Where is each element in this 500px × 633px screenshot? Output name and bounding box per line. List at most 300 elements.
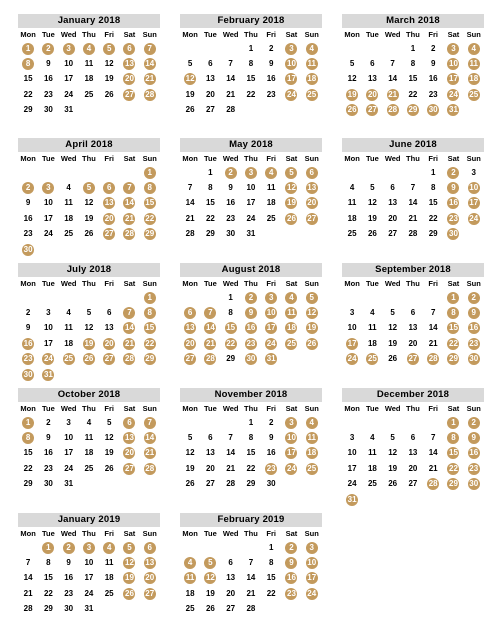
highlighted-day: 3: [63, 43, 75, 55]
day-cell: [261, 540, 281, 555]
day-cell: [423, 321, 443, 336]
highlighted-day: 5: [103, 43, 115, 55]
day-cell: [59, 415, 79, 430]
day-cell: [383, 180, 403, 195]
day-number: 29: [428, 229, 438, 239]
day-number: 5: [187, 59, 193, 69]
day-cell: [119, 196, 139, 211]
highlighted-day: 26: [307, 338, 317, 348]
day-number: 3: [349, 433, 355, 443]
month-grid: [18, 277, 160, 382]
day-cell: [221, 430, 241, 445]
day-cell: [443, 103, 463, 118]
day-number: 1: [410, 43, 416, 53]
weekday-header: Fri: [428, 154, 438, 163]
highlighted-day: 20: [185, 338, 195, 348]
highlighted-day: 14: [145, 59, 155, 69]
day-cell: [281, 586, 301, 601]
day-cell: [423, 211, 443, 226]
month-grid: [180, 28, 322, 118]
day-number: 10: [84, 558, 94, 568]
day-number: 2: [430, 43, 436, 53]
day-cell: [423, 196, 443, 211]
empty-cell: [221, 415, 241, 430]
day-cell: [443, 305, 463, 320]
day-cell: [119, 336, 139, 351]
day-number: 22: [43, 588, 53, 598]
highlighted-day: 3: [285, 417, 297, 429]
day-cell: [362, 305, 382, 320]
weekday-header: Wed: [384, 404, 401, 413]
day-number: 21: [428, 338, 438, 348]
highlighted-day: 30: [23, 244, 33, 254]
day-cell: [18, 180, 38, 195]
day-cell: [261, 336, 281, 351]
day-cell: [342, 461, 362, 476]
weekday-header: Sun: [142, 154, 157, 163]
highlighted-day: 29: [145, 229, 155, 239]
day-cell: [443, 211, 463, 226]
day-cell: [38, 103, 58, 118]
highlighted-day: 12: [307, 308, 317, 318]
highlighted-day: 16: [246, 323, 256, 333]
empty-cell: [180, 415, 200, 430]
day-number: 15: [408, 74, 418, 84]
day-cell: [403, 321, 423, 336]
day-number: 23: [64, 588, 74, 598]
day-cell: [261, 477, 281, 492]
day-cell: [443, 180, 463, 195]
highlighted-day: 18: [287, 323, 296, 333]
day-number: 23: [23, 229, 33, 239]
day-cell: [79, 87, 99, 102]
day-number: 19: [185, 463, 195, 473]
empty-cell: [18, 165, 38, 180]
day-number: 18: [347, 213, 357, 223]
day-cell: [383, 56, 403, 71]
day-cell: [119, 180, 139, 195]
day-cell: [79, 415, 99, 430]
highlighted-day: 5: [204, 557, 216, 569]
day-number: 8: [46, 558, 51, 568]
highlighted-day: 2: [447, 167, 459, 179]
day-cell: [221, 290, 241, 305]
highlighted-day: 15: [449, 323, 458, 333]
empty-cell: [38, 165, 58, 180]
highlighted-day: 23: [246, 338, 256, 348]
day-cell: [180, 87, 200, 102]
day-number: 26: [84, 229, 94, 239]
weekday-header: Fri: [266, 279, 276, 288]
highlighted-day: 23: [469, 338, 479, 348]
day-cell: [180, 461, 200, 476]
day-cell: [119, 56, 139, 71]
day-number: 22: [428, 213, 438, 223]
day-number: 30: [43, 105, 53, 115]
empty-cell: [221, 540, 241, 555]
highlighted-day: 16: [287, 573, 296, 583]
highlighted-day: 13: [307, 183, 317, 193]
day-number: 17: [84, 573, 94, 583]
month-calendar: [180, 263, 322, 367]
day-number: 18: [367, 463, 377, 473]
day-cell: [59, 586, 79, 601]
day-cell: [403, 56, 423, 71]
day-number: 13: [226, 573, 236, 583]
day-number: 18: [367, 338, 377, 348]
highlighted-day: 1: [22, 43, 34, 55]
weekday-header: Sun: [466, 154, 481, 163]
day-number: 8: [268, 558, 274, 568]
day-number: 24: [347, 479, 357, 489]
weekday-header: Mon: [182, 529, 198, 538]
weekday-header: Tue: [204, 529, 217, 538]
highlighted-day: 10: [307, 558, 317, 568]
day-cell: [119, 555, 139, 570]
highlighted-day: 9: [447, 182, 459, 194]
highlighted-day: 18: [307, 448, 317, 458]
day-cell: [200, 352, 220, 367]
day-cell: [99, 227, 119, 242]
weekday-header: Sat: [285, 30, 298, 39]
day-cell: [221, 321, 241, 336]
day-number: 8: [228, 308, 233, 318]
day-cell: [18, 103, 38, 118]
day-cell: [383, 352, 403, 367]
day-cell: [403, 461, 423, 476]
day-cell: [59, 352, 79, 367]
day-number: 18: [185, 588, 195, 598]
day-cell: [464, 477, 484, 492]
highlighted-day: 29: [145, 354, 155, 364]
weekday-header: Mon: [344, 404, 360, 413]
highlighted-day: 23: [287, 588, 296, 598]
day-cell: [59, 211, 79, 226]
weekday-header: Sat: [285, 529, 298, 538]
day-cell: [362, 336, 382, 351]
day-cell: [180, 336, 200, 351]
empty-cell: [362, 165, 382, 180]
day-cell: [180, 196, 200, 211]
day-cell: [423, 227, 443, 242]
day-number: 15: [43, 573, 53, 583]
day-number: 6: [208, 433, 213, 443]
day-cell: [38, 56, 58, 71]
weekday-header: Tue: [42, 404, 55, 413]
day-number: 19: [104, 74, 114, 84]
highlighted-day: 9: [468, 432, 480, 444]
highlighted-day: 26: [287, 213, 296, 223]
day-cell: [38, 352, 58, 367]
day-cell: [18, 586, 38, 601]
empty-cell: [18, 290, 38, 305]
weekday-header: Tue: [366, 154, 379, 163]
day-number: 16: [43, 74, 53, 84]
day-cell: [221, 461, 241, 476]
day-cell: [119, 211, 139, 226]
day-cell: [342, 336, 362, 351]
day-number: 31: [64, 105, 74, 115]
empty-cell: [423, 415, 443, 430]
day-cell: [443, 446, 463, 461]
day-number: 14: [408, 198, 418, 208]
day-cell: [79, 571, 99, 586]
highlighted-day: 28: [125, 229, 134, 239]
day-cell: [423, 72, 443, 87]
day-number: 8: [410, 59, 416, 69]
highlighted-day: 11: [307, 433, 316, 443]
highlighted-day: 1: [144, 292, 156, 304]
day-number: 9: [228, 183, 233, 193]
day-number: 26: [388, 354, 398, 364]
day-cell: [180, 305, 200, 320]
day-cell: [241, 461, 261, 476]
day-cell: [281, 41, 301, 56]
day-cell: [200, 305, 220, 320]
day-cell: [59, 430, 79, 445]
day-number: 30: [43, 479, 53, 489]
day-number: 18: [104, 573, 114, 583]
day-number: 29: [43, 604, 53, 614]
day-cell: [261, 321, 281, 336]
highlighted-day: 27: [145, 588, 155, 598]
day-number: 20: [205, 89, 215, 99]
day-cell: [79, 72, 99, 87]
day-cell: [119, 540, 139, 555]
day-number: 4: [370, 308, 375, 318]
weekday-header: Mon: [182, 404, 198, 413]
day-cell: [18, 571, 38, 586]
day-number: 18: [266, 198, 276, 208]
day-cell: [59, 41, 79, 56]
day-cell: [342, 430, 362, 445]
month-grid: [180, 402, 322, 492]
day-cell: [464, 87, 484, 102]
highlighted-day: 12: [125, 558, 134, 568]
day-number: 13: [205, 74, 215, 84]
month-calendar: [180, 14, 322, 118]
day-number: 31: [84, 604, 94, 614]
empty-cell: [79, 165, 99, 180]
day-cell: [79, 180, 99, 195]
empty-cell: [362, 41, 382, 56]
day-cell: [200, 555, 220, 570]
empty-cell: [79, 290, 99, 305]
day-number: 23: [266, 89, 276, 99]
day-number: 17: [246, 198, 256, 208]
day-cell: [403, 211, 423, 226]
day-number: 19: [388, 338, 398, 348]
day-cell: [38, 211, 58, 226]
day-number: 13: [408, 323, 418, 333]
month-grid: [180, 527, 322, 617]
day-cell: [140, 540, 160, 555]
day-number: 17: [64, 74, 74, 84]
day-cell: [281, 290, 301, 305]
day-cell: [302, 180, 322, 195]
day-cell: [180, 477, 200, 492]
day-cell: [302, 72, 322, 87]
day-cell: [38, 72, 58, 87]
weekday-header: Wed: [222, 30, 239, 39]
day-cell: [281, 165, 301, 180]
day-number: 13: [104, 323, 114, 333]
day-cell: [99, 461, 119, 476]
highlighted-day: 13: [125, 433, 134, 443]
day-cell: [59, 72, 79, 87]
day-cell: [38, 305, 58, 320]
day-cell: [261, 56, 281, 71]
day-cell: [281, 87, 301, 102]
day-cell: [261, 446, 281, 461]
day-number: 7: [228, 433, 233, 443]
weekday-header: Thu: [82, 30, 96, 39]
weekday-header: Sun: [304, 529, 319, 538]
day-number: 5: [349, 59, 355, 69]
day-cell: [140, 461, 160, 476]
day-cell: [241, 41, 261, 56]
day-cell: [119, 446, 139, 461]
highlighted-day: 1: [22, 417, 34, 429]
highlighted-day: 12: [287, 183, 296, 193]
empty-cell: [99, 290, 119, 305]
day-number: 11: [84, 433, 94, 443]
day-number: 21: [23, 588, 33, 598]
day-cell: [383, 72, 403, 87]
highlighted-day: 20: [104, 213, 114, 223]
highlighted-day: 16: [469, 323, 479, 333]
month-calendar: [180, 388, 322, 492]
month-title: October 2018: [18, 388, 160, 402]
empty-cell: [383, 290, 403, 305]
day-cell: [99, 180, 119, 195]
day-number: 28: [226, 479, 236, 489]
day-cell: [221, 211, 241, 226]
day-cell: [342, 352, 362, 367]
highlighted-day: 17: [287, 448, 296, 458]
highlighted-day: 7: [204, 307, 216, 319]
day-number: 5: [390, 433, 395, 443]
day-number: 20: [388, 213, 398, 223]
day-number: 22: [23, 89, 33, 99]
day-cell: [200, 211, 220, 226]
day-cell: [38, 367, 58, 382]
day-cell: [79, 305, 99, 320]
day-cell: [140, 87, 160, 102]
month-title: September 2018: [342, 263, 484, 277]
empty-cell: [241, 540, 261, 555]
day-cell: [302, 430, 322, 445]
day-cell: [383, 211, 403, 226]
highlighted-day: 13: [125, 59, 134, 69]
day-number: 9: [430, 59, 436, 69]
day-cell: [18, 211, 38, 226]
highlighted-day: 17: [449, 74, 458, 84]
day-number: 7: [430, 433, 436, 443]
highlighted-day: 3: [245, 167, 257, 179]
weekday-header: Sat: [447, 404, 460, 413]
day-cell: [302, 321, 322, 336]
weekday-header: Fri: [266, 30, 276, 39]
highlighted-day: 10: [266, 308, 276, 318]
highlighted-day: 28: [125, 354, 134, 364]
highlighted-day: 24: [266, 338, 276, 348]
day-cell: [383, 336, 403, 351]
day-cell: [423, 446, 443, 461]
highlighted-day: 17: [307, 573, 317, 583]
day-cell: [119, 41, 139, 56]
day-cell: [281, 196, 301, 211]
day-number: 20: [205, 463, 215, 473]
day-number: 9: [46, 433, 51, 443]
day-cell: [281, 321, 301, 336]
highlighted-day: 23: [449, 213, 458, 223]
weekday-header: Mon: [20, 30, 36, 39]
day-number: 24: [64, 463, 74, 473]
day-cell: [119, 227, 139, 242]
month-title: November 2018: [180, 388, 322, 402]
highlighted-day: 30: [449, 229, 458, 239]
empty-cell: [119, 290, 139, 305]
highlighted-day: 11: [307, 59, 316, 69]
day-cell: [140, 446, 160, 461]
weekday-header: Wed: [60, 279, 77, 288]
day-cell: [140, 352, 160, 367]
empty-cell: [59, 290, 79, 305]
highlighted-day: 18: [469, 74, 479, 84]
day-cell: [241, 211, 261, 226]
day-cell: [261, 72, 281, 87]
day-cell: [464, 41, 484, 56]
day-cell: [79, 430, 99, 445]
empty-cell: [342, 290, 362, 305]
weekday-header: Mon: [20, 279, 36, 288]
day-cell: [403, 477, 423, 492]
weekday-header: Mon: [182, 30, 198, 39]
day-cell: [59, 196, 79, 211]
day-cell: [18, 415, 38, 430]
day-number: 2: [268, 43, 274, 53]
day-cell: [18, 367, 38, 382]
day-cell: [302, 336, 322, 351]
day-number: 18: [84, 74, 94, 84]
day-cell: [281, 571, 301, 586]
highlighted-day: 24: [287, 89, 296, 99]
day-cell: [241, 290, 261, 305]
weekday-header: Fri: [104, 154, 114, 163]
day-number: 3: [471, 167, 476, 177]
day-number: 12: [367, 198, 377, 208]
weekday-header: Sat: [285, 404, 298, 413]
weekday-header: Sun: [142, 279, 157, 288]
day-cell: [281, 72, 301, 87]
day-number: 25: [266, 213, 276, 223]
weekday-header: Fri: [104, 279, 114, 288]
highlighted-day: 2: [285, 542, 297, 554]
day-cell: [180, 180, 200, 195]
highlighted-day: 21: [145, 74, 155, 84]
day-cell: [99, 87, 119, 102]
empty-cell: [200, 290, 220, 305]
day-cell: [302, 211, 322, 226]
month-calendar: [342, 14, 484, 118]
highlighted-day: 19: [84, 338, 94, 348]
highlighted-day: 29: [449, 354, 458, 364]
day-number: 12: [185, 448, 195, 458]
weekday-header: Thu: [82, 529, 96, 538]
day-number: 13: [367, 74, 377, 84]
day-cell: [221, 87, 241, 102]
